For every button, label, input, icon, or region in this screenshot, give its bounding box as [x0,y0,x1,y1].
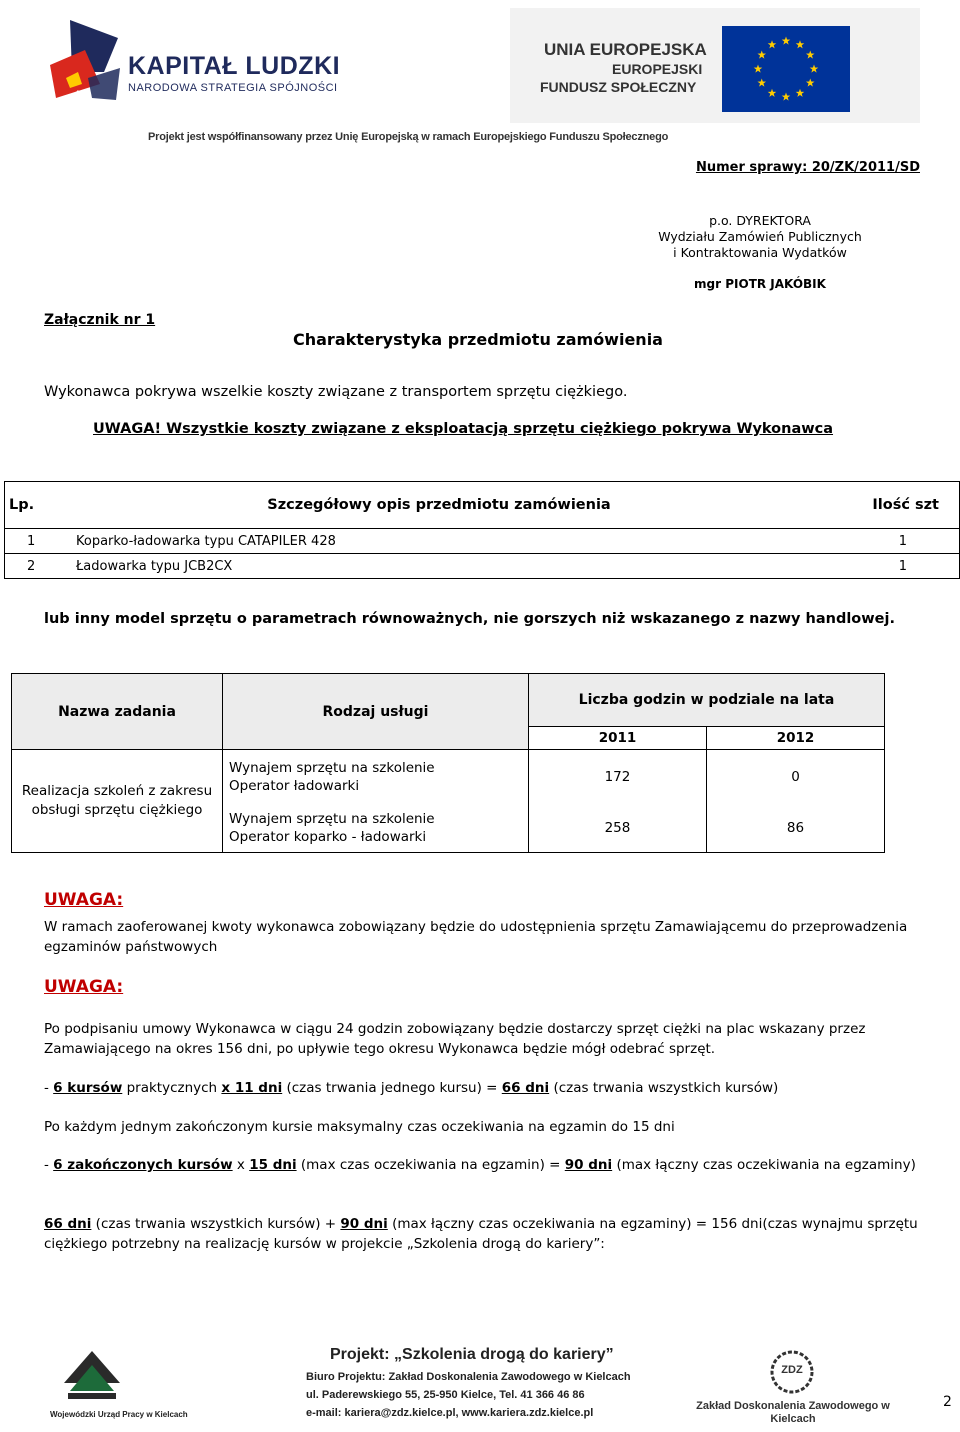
col-quantity: Ilość szt [818,482,960,529]
table-header-row [5,482,960,529]
calc3-u3: 90 dni [564,1157,613,1173]
cost-warning: UWAGA! Wszystkie koszty związane z eksploatacją sprzętu ciężkiego pokrywa Wykonawca [93,421,834,437]
calc4-p1: (czas trwania wszystkich kursów) + [91,1216,341,1232]
zdz-label: Zakład Doskonalenia Zawodowego w Kielcach [696,1400,890,1425]
eu-title: UNIA EUROPEJSKA [544,40,707,59]
uwaga-heading-2: UWAGA: [44,977,124,997]
col-lp: Lp. [5,482,61,529]
document-title: Charakterystyka przedmiotu zamówienia [293,330,663,349]
wup-label: Wojewódzki Urząd Pracy w Kielcach [50,1410,188,1419]
calc1-u1: 6 kursów [53,1080,123,1096]
hours-table [11,673,885,853]
calc1-u3: 66 dni [501,1080,550,1096]
eu-logo-panel [510,8,920,123]
cell-lp: 1 [5,529,61,554]
kl-title: KAPITAŁ LUDZKI [128,52,341,80]
col-hours: Liczba godzin w podziale na lata [529,674,885,727]
calc1-p0: - [44,1080,54,1096]
calc1-u2: x 11 dni [221,1080,283,1096]
calc1-p2: (czas trwania jednego kursu) = [282,1080,502,1096]
page-number: 2 [943,1394,952,1410]
service-line-1: Wynajem sprzętu na szkolenie [229,760,435,776]
col-description: Szczegółowy opis przedmiotu zamówienia [60,482,818,529]
cofinance-note: Projekt jest współfinansowany przez Unię Europejską w ramach Europejskiego Funduszu Społecznego [148,131,669,143]
table-row [5,554,960,579]
addressee-name: mgr PIOTR JAKÓBIK [694,277,826,291]
service-line-2: Operator ładowarki [229,778,360,794]
col-year-2011: 2011 [529,727,707,750]
calc4-p2: (max łączny czas oczekiwania na egzaminy) = 156 dni(czas wynajmu sprzętu ciężkiego potrzebny na realizację kursów w projekcie „Szkolenia drogą do kariery”: [44,1216,918,1252]
addressee [640,213,880,261]
service-line-2: Operator koparko - ładowarki [229,829,427,845]
calc-exams [44,1155,924,1175]
col-year-2012: 2012 [706,727,884,750]
cell-quantity: 1 [818,554,960,579]
addressee-line-1: p.o. DYREKTORA [709,213,811,228]
cell-task: Realizacja szkoleń z zakresu obsługi sprzętu ciężkiego [12,750,223,853]
footer-line-2: ul. Paderewskiego 55, 25-950 Kielce, Tel. 41 366 46 86 [306,1389,585,1401]
attachment-label: Załącznik nr 1 [44,312,156,328]
calc1-p1: praktycznych [122,1080,222,1096]
footer-project: Projekt: „Szkolenia drogą do kariery” [330,1346,614,1363]
header-logos [0,0,960,155]
case-number: Numer sprawy: 20/ZK/2011/SD [695,160,920,175]
note-delivery: Po podpisaniu umowy Wykonawca w ciągu 24 godzin zobowiązany będzie dostarczy sprzęt ciężki na plac wskazany przez Zamawiającego na okres 156 dni, po upływie tego okresu Wykonawca będzie mógł odebrać sprzęt. [44,1021,866,1057]
calc-courses [44,1078,924,1098]
cell-quantity: 1 [818,529,960,554]
calc3-p2: (max czas oczekiwania na egzamin) = [296,1157,565,1173]
cell-2012: 0 [706,750,884,805]
intro-text: Wykonawca pokrywa wszelkie koszty związane z transportem sprzętu ciężkiego. [44,384,628,400]
calc-total [44,1214,924,1254]
col-service: Rodzaj usługi [223,674,529,750]
cell-description: Ładowarka typu JCB2CX [60,554,818,579]
cell-lp: 2 [5,554,61,579]
calc3-u1: 6 zakończonych kursów [53,1157,233,1173]
cell-2011: 258 [529,804,707,853]
table-row [12,750,885,805]
eu-subtitle-1: EUROPEJSKI [612,61,703,77]
note-exams: W ramach zaoferowanej kwoty wykonawca zobowiązany będzie do udostępnienia sprzętu Zamawiającemu do przeprowadzenia egzaminów państwowych [44,919,908,955]
calc-wait: Po każdym jednym zakończonym kursie maksymalny czas oczekiwania na egzamin do 15 dni [44,1119,675,1135]
footer-line-3: e-mail: kariera@zdz.kielce.pl, www.kariera.zdz.kielce.pl [306,1407,594,1419]
eu-subtitle-2: FUNDUSZ SPOŁECZNY [540,79,697,95]
equipment-table [4,481,960,579]
kl-subtitle: NARODOWA STRATEGIA SPÓJNOŚCI [128,82,338,94]
calc3-p0: - [44,1157,54,1173]
calc4-u1: 66 dni [44,1216,92,1232]
cell-description: Koparko-ładowarka typu CATAPILER 428 [60,529,818,554]
calc1-p3: (czas trwania wszystkich kursów) [549,1080,779,1096]
wup-logo-icon [60,1343,124,1407]
eu-flag-icon [722,26,850,112]
cell-service [223,804,529,853]
cell-2012: 86 [706,804,884,853]
service-line-1: Wynajem sprzętu na szkolenie [229,811,435,827]
zdz-badge-label: ZDZ [781,1364,803,1376]
calc4-u2: 90 dni [340,1216,388,1232]
calc3-p3: (max łączny czas oczekiwania na egzaminy) [612,1157,916,1173]
cell-2011: 172 [529,750,707,805]
addressee-line-2: Wydziału Zamówień Publicznych [658,229,862,244]
calc3-p1: x [232,1157,250,1173]
table-row [5,529,960,554]
addressee-line-3: i Kontraktowania Wydatków [673,245,847,260]
col-task: Nazwa zadania [12,674,223,750]
calc3-u2: 15 dni [249,1157,297,1173]
footer-line-1: Biuro Projektu: Zakład Doskonalenia Zawodowego w Kielcach [306,1371,631,1383]
equivalent-note: lub inny model sprzętu o parametrach równoważnych, nie gorszych niż wskazanego z nazwy handlowej. [44,611,895,627]
uwaga-heading-1: UWAGA: [44,890,124,910]
cell-service [223,750,529,805]
